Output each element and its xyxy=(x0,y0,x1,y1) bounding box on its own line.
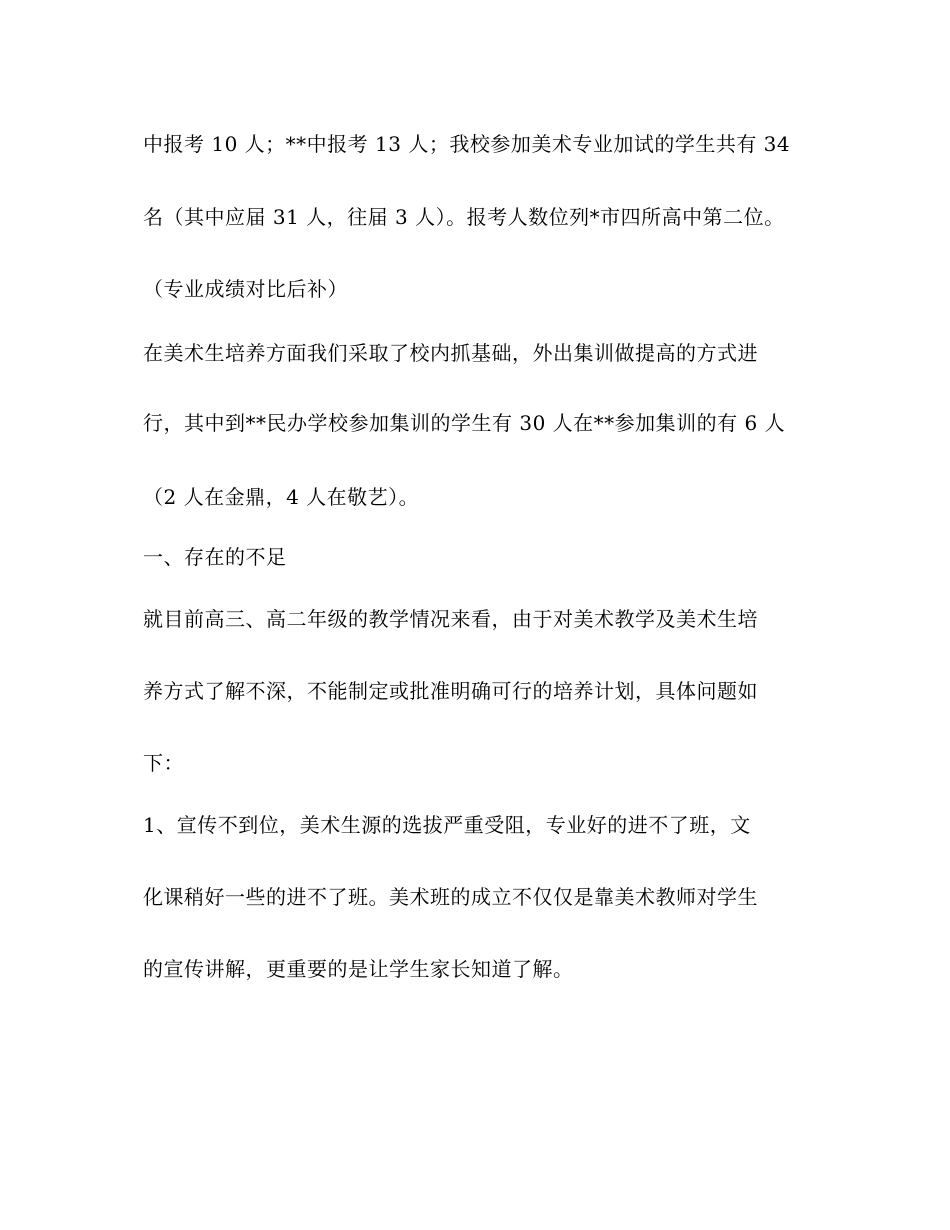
text-line: （专业成绩对比后补） xyxy=(143,277,348,301)
text-line: 养方式了解不深，不能制定或批准明确可行的培养计划，具体问题如 xyxy=(143,679,758,703)
text-line: 在美术生培养方面我们采取了校内抓基础，外出集训做提高的方式进 xyxy=(143,341,758,365)
text-line: 1、宣传不到位，美术生源的选拔严重受阻，专业好的进不了班，文 xyxy=(143,813,751,837)
text-line: 行，其中到**民办学校参加集训的学生有 30 人在**参加集训的有 6 人 xyxy=(143,411,786,435)
text-line: 化课稍好一些的进不了班。美术班的成立不仅仅是靠美术教师对学生 xyxy=(143,885,758,909)
text-line: 就目前高三、高二年级的教学情况来看，由于对美术教学及美术生培 xyxy=(143,607,758,631)
text-line: 的宣传讲解，更重要的是让学生家长知道了解。 xyxy=(143,957,574,981)
text-line: 名（其中应届 31 人，往届 3 人）。报考人数位列*市四所高中第二位。 xyxy=(143,205,785,229)
text-line: （2 人在金鼎，4 人在敬艺）。 xyxy=(143,485,420,509)
text-line: 下： xyxy=(143,751,184,775)
section-heading: 一、存在的不足 xyxy=(143,545,287,569)
text-line: 中报考 10 人；**中报考 13 人；我校参加美术专业加试的学生共有 34 xyxy=(143,132,791,156)
